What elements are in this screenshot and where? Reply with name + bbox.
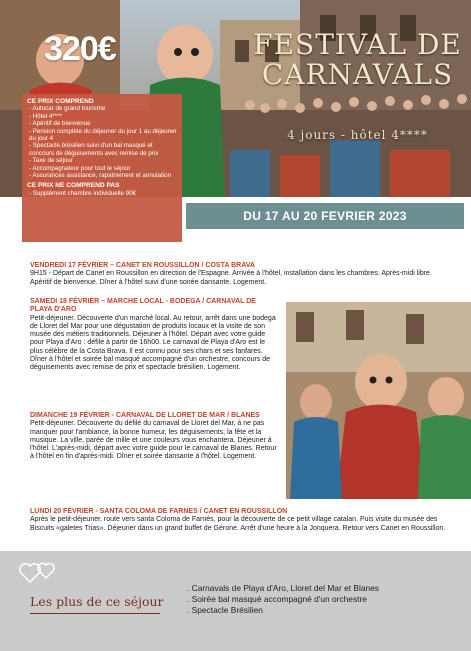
list-item: - Autocar de grand tourisme <box>29 105 177 112</box>
title-line-2: CARNAVALS <box>261 58 454 91</box>
day-text: Petit-déjeuner. Découverte d'un marché local. Au retour, arrêt dans une bodega de Lloret del Mar pour une dégustation de produits locaux et la visite de son musée des métiers traditionnels. Déjeuner à l'hôtel. Départ avec votre guide pour Playa d'Aro : défilé à partir de 16h00. Le carnaval de Playa d'Aro est le plus célèbre de la Costa Brava. Il est connu pour ses chars et ses fanfares. Dîner à l'hôtel et soirée bal masqué accompagné d'un orchestre, concours de déguisements avec remise de prix et spectacle brésilien. Logement. <box>30 314 276 372</box>
day-heading: VENDREDI 17 FÉVRIER – CANET EN ROUSSILLON / COSTA BRAVA <box>30 262 255 269</box>
list-item: . Spectacle Brésilien <box>187 605 379 616</box>
list-item: . Soirée bal masqué accompagné d'un orchestre <box>187 594 379 605</box>
hearts-icon <box>18 560 58 586</box>
not-included-heading: CE PRIX NE COMPREND PAS <box>27 182 120 190</box>
list-item: - Spectacle brésilien suivi d'un bal masqué et concours de déguisements avec remise de prix <box>29 142 177 157</box>
not-included-list <box>27 190 177 197</box>
dates-band: DU 17 AU 20 FEVRIER 2023 <box>186 203 464 229</box>
includes-list <box>27 105 177 179</box>
festival-subtitle: 4 jours - hôtel 4**** <box>287 128 428 142</box>
list-item: - Supplément chambre individuelle 90€ <box>29 190 177 197</box>
highlights-heading: Les plus de ce séjour <box>30 594 164 609</box>
footer-highlights <box>0 551 471 651</box>
day-text: 9H15 - Départ de Canet en Roussillon en direction de l'Espagne. Arrivée à l'hôtel, installation dans les chambres. Après-midi libre. Apéritif de bienvenue. Dîner à l'hôtel suivi d'une soirée dansante. Logement. <box>30 270 432 286</box>
list-item: - Apéritif de bienvenue <box>29 120 177 127</box>
title-line-1: FESTIVAL DE <box>253 28 462 61</box>
carnival-photo <box>286 302 471 499</box>
program-day-2 <box>30 298 278 373</box>
day-text: Après le petit-déjeuner, route vers santa Coloma de Farnés, pour la découverte de ce petit village catalan. Puis visite du musée des Biscuits «galetes Trias». Déjeuner dans un grand buffet de Gérone. Arrêt d'une heure à la Jonquera. Retour vers Canet en Roussillon. <box>30 516 446 532</box>
price: 320€ <box>44 30 116 68</box>
list-item: . Carnavals de Playa d'Aro, Lloret del Mar et Blanes <box>187 583 379 594</box>
day-heading: LUNDI 20 FÉVRIER - SANTA COLOMA DE FARNES / CANET EN ROUSSILLON <box>30 508 288 515</box>
program-day-3 <box>30 412 278 462</box>
list-item: - Assurances assistance, rapatriement et annulation <box>29 172 177 179</box>
program-day-1 <box>30 262 450 287</box>
highlights-list <box>187 583 379 616</box>
festival-title <box>250 30 465 90</box>
day-heading: DIMANCHE 19 FÉVRIER - CARNAVAL DE LLORET DE MAR / BLANES <box>30 412 260 419</box>
program-day-4 <box>30 508 450 533</box>
day-heading: SAMEDI 18 FÉVRIER – MARCHE LOCAL - BODEGA / CARNAVAL DE PLAYA D'ARO <box>30 298 256 314</box>
heading-underline <box>30 613 160 614</box>
list-item: - Hôtel 4**** <box>29 113 177 120</box>
list-item: - Taxe de séjour <box>29 157 177 164</box>
list-item: - Pension complète du déjeuner du jour 1 au déjeuner du jour 4 <box>29 128 177 143</box>
list-item: - Accompagnateur pour tout le séjour <box>29 165 177 172</box>
includes-heading: CE PRIX COMPREND <box>27 98 94 105</box>
day-text: Petit-déjeuner. Découverte du défilé du carnaval de Lloret del Mar, à ne pas manquer pour l'ambiance, la bonne humeur, les déguisements, la fête et la musique. La ville, parée de mille et une couleurs vous enchantera. Déjeuner à l'hôtel. L'après-midi, départ avec votre guide pour le carnaval de Blanes. Retour à l'hôtel en fin d'après-midi. Dîner et soirée dansante à l'hôtel. Logement. <box>30 420 277 461</box>
price-includes-box <box>22 94 182 242</box>
